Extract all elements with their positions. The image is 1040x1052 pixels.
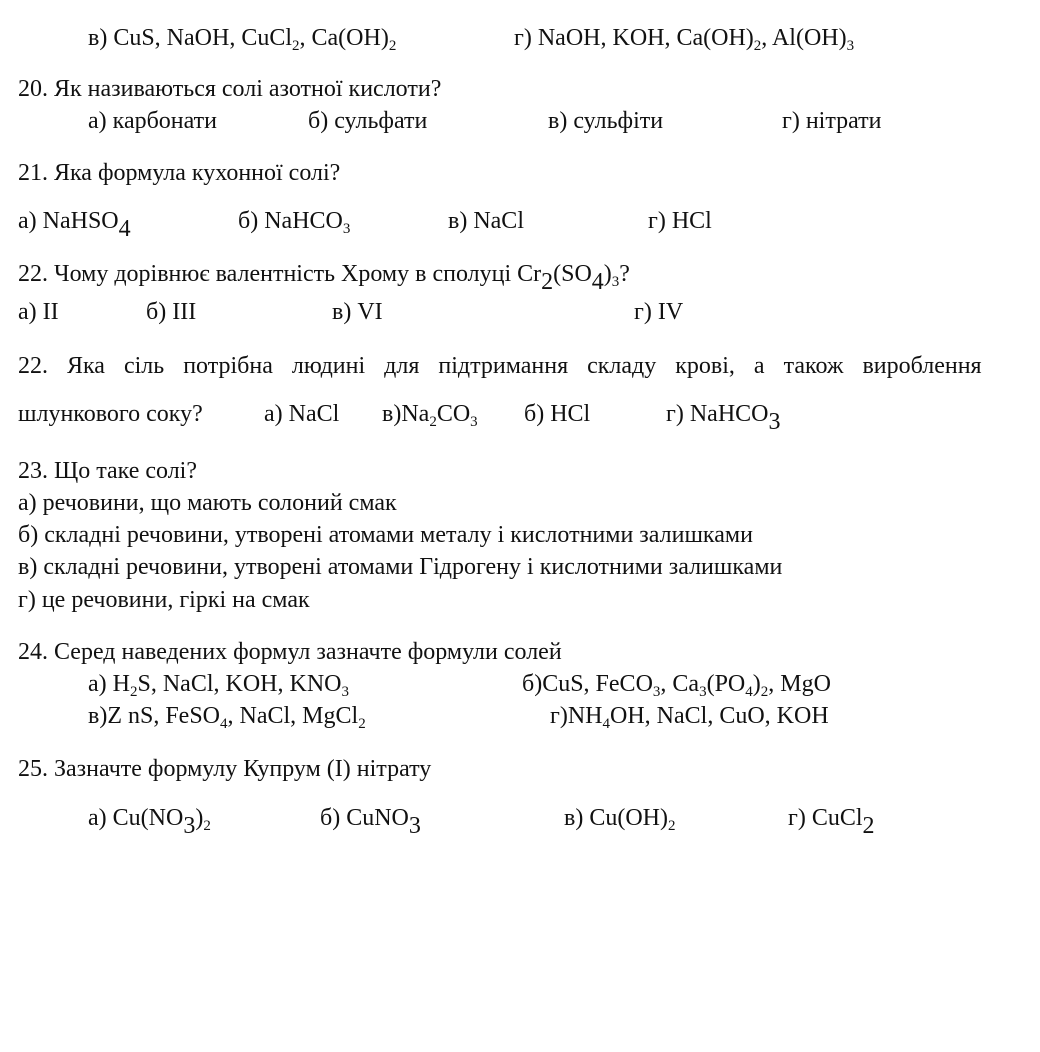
subscript: 2 — [760, 684, 769, 700]
q24-option-b-text: , MgO — [768, 671, 831, 697]
q25-option-a-text: а) Cu(NO — [88, 805, 184, 831]
q24-option-b-text: б)CuS, FeCO — [522, 671, 653, 697]
q25-option-a-text: ) — [195, 805, 204, 831]
q21-option-v: в) NaCl — [448, 208, 524, 234]
q24-question: 24. Серед наведених формул зазначте формули солей — [18, 639, 562, 665]
q22-salt-option-a: а) NaCl — [264, 401, 340, 427]
q22-valence-question — [18, 261, 630, 295]
q19-option-v-text: , Ca(OH) — [299, 25, 389, 51]
q22-salt-option-v-text: в)Na — [382, 401, 430, 427]
q24-option-v-text: в)Z nS, FeSO — [88, 703, 221, 729]
subscript: 3 — [768, 409, 781, 435]
q22-valence-option-a: а) II — [18, 299, 59, 325]
q22-valence-text: (SO — [553, 261, 592, 287]
q25-option-g — [788, 805, 875, 839]
q24-option-g-text: г)NH — [550, 703, 603, 729]
subscript: 3 — [183, 813, 196, 839]
q23-question: 23. Що таке солі? — [18, 458, 197, 484]
q22-valence-text: 22. Чому дорівнює валентність Хрому в сполуці Cr — [18, 261, 542, 287]
q22-salt-option-b: б) HCl — [524, 401, 591, 427]
q22-salt-question: 22. Яка сіль потрібна людині для підтримання складу крові, а також вироблення — [18, 353, 982, 379]
q25-option-v-text: в) Cu(OH) — [564, 805, 668, 831]
q25-question: 25. Зазначте формулу Купрум (І) нітрату — [18, 756, 432, 782]
q19-option-g — [514, 25, 855, 54]
q22-salt-option-v — [382, 401, 478, 430]
q22-salt-option-g-text: г) NaHCO — [666, 401, 769, 427]
subscript: 3 — [470, 414, 478, 430]
q24-option-b-text: (PO — [706, 671, 746, 697]
q19-option-v-text: CuS, NaOH, CuCl — [113, 25, 293, 51]
subscript: 2 — [862, 813, 875, 839]
subscript: 4 — [591, 269, 604, 295]
q25-option-v — [564, 805, 676, 834]
subscript: 2 — [388, 38, 397, 54]
q24-option-b-text: ) — [752, 671, 761, 697]
q19-option-g-label: г) — [514, 25, 538, 51]
q22-salt-question-cont: шлункового соку? — [18, 401, 203, 427]
subscript: 3 — [652, 684, 661, 700]
q19-option-v — [88, 25, 397, 54]
subscript: 2 — [292, 38, 300, 54]
subscript: 3 — [846, 38, 855, 54]
q23-option-a: а) речовини, що мають солоний смак — [18, 490, 397, 516]
q24-option-a-text: S, NaCl, KOH, KNO — [137, 671, 342, 697]
q24-option-g-text: OH, NaCl, CuO, KOH — [610, 703, 829, 729]
q21-option-b-text: б) NaHCO — [238, 208, 343, 234]
q25-option-b-text: б) CuNO — [320, 805, 409, 831]
q21-option-a-text: а) NaHSO — [18, 208, 119, 234]
subscript: 2 — [753, 38, 762, 54]
q19-option-g-text: , Al(OH) — [761, 25, 847, 51]
q21-option-a — [18, 208, 131, 242]
subscript: 3 — [611, 274, 620, 290]
subscript: 3 — [699, 684, 707, 700]
subscript: 2 — [129, 684, 138, 700]
q22-valence-option-g: г) IV — [634, 299, 684, 325]
subscript: 4 — [118, 216, 131, 242]
q19-option-g-text: NaOH, KOH, Ca(OH) — [537, 25, 754, 51]
q25-option-g-text: г) CuCl — [788, 805, 863, 831]
subscript: 2 — [541, 269, 554, 295]
subscript: 3 — [408, 813, 421, 839]
subscript: 2 — [667, 818, 676, 834]
subscript: 4 — [745, 684, 753, 700]
q23-option-b: б) складні речовини, утворені атомами металу і кислотними залишками — [18, 522, 753, 548]
subscript: 2 — [203, 818, 211, 834]
subscript: 3 — [341, 684, 349, 700]
q22-salt-option-g — [666, 401, 781, 435]
q20-option-v: в) сульфіти — [548, 108, 664, 134]
q20-question: 20. Як називаються солі азотної кислоти? — [18, 76, 442, 102]
q22-valence-option-b: б) III — [146, 299, 197, 325]
q21-question: 21. Яка формула кухонної солі? — [18, 160, 341, 186]
q24-option-v — [88, 703, 366, 732]
q21-option-b — [238, 208, 351, 237]
subscript: 2 — [358, 716, 366, 732]
q24-option-b-text: , Ca — [660, 671, 700, 697]
q24-option-g — [550, 703, 829, 732]
q23-option-v: в) складні речовини, утворені атомами Гідрогену і кислотними залишками — [18, 554, 783, 580]
q25-option-a — [88, 805, 211, 839]
q21-option-g: г) HCl — [648, 208, 712, 234]
q19-option-v-label: в) — [88, 25, 114, 51]
subscript: 4 — [220, 716, 228, 732]
subscript: 4 — [602, 716, 610, 732]
q24-option-b — [522, 671, 831, 700]
q24-option-v-text: , NaCl, MgCl — [227, 703, 359, 729]
q23-option-g: г) це речовини, гіркі на смак — [18, 587, 310, 613]
q22-valence-text: ? — [619, 261, 630, 287]
q22-valence-text: ) — [603, 261, 612, 287]
subscript: 3 — [342, 221, 351, 237]
q20-option-g: г) нітрати — [782, 108, 882, 134]
q22-valence-option-v: в) VI — [332, 299, 383, 325]
q20-option-a: а) карбонати — [88, 108, 218, 134]
q24-option-a — [88, 671, 349, 700]
subscript: 2 — [429, 414, 437, 430]
q20-option-b: б) сульфати — [308, 108, 428, 134]
q25-option-b — [320, 805, 421, 839]
q22-salt-option-v-text: CO — [436, 401, 471, 427]
q24-option-a-text: а) H — [88, 671, 130, 697]
